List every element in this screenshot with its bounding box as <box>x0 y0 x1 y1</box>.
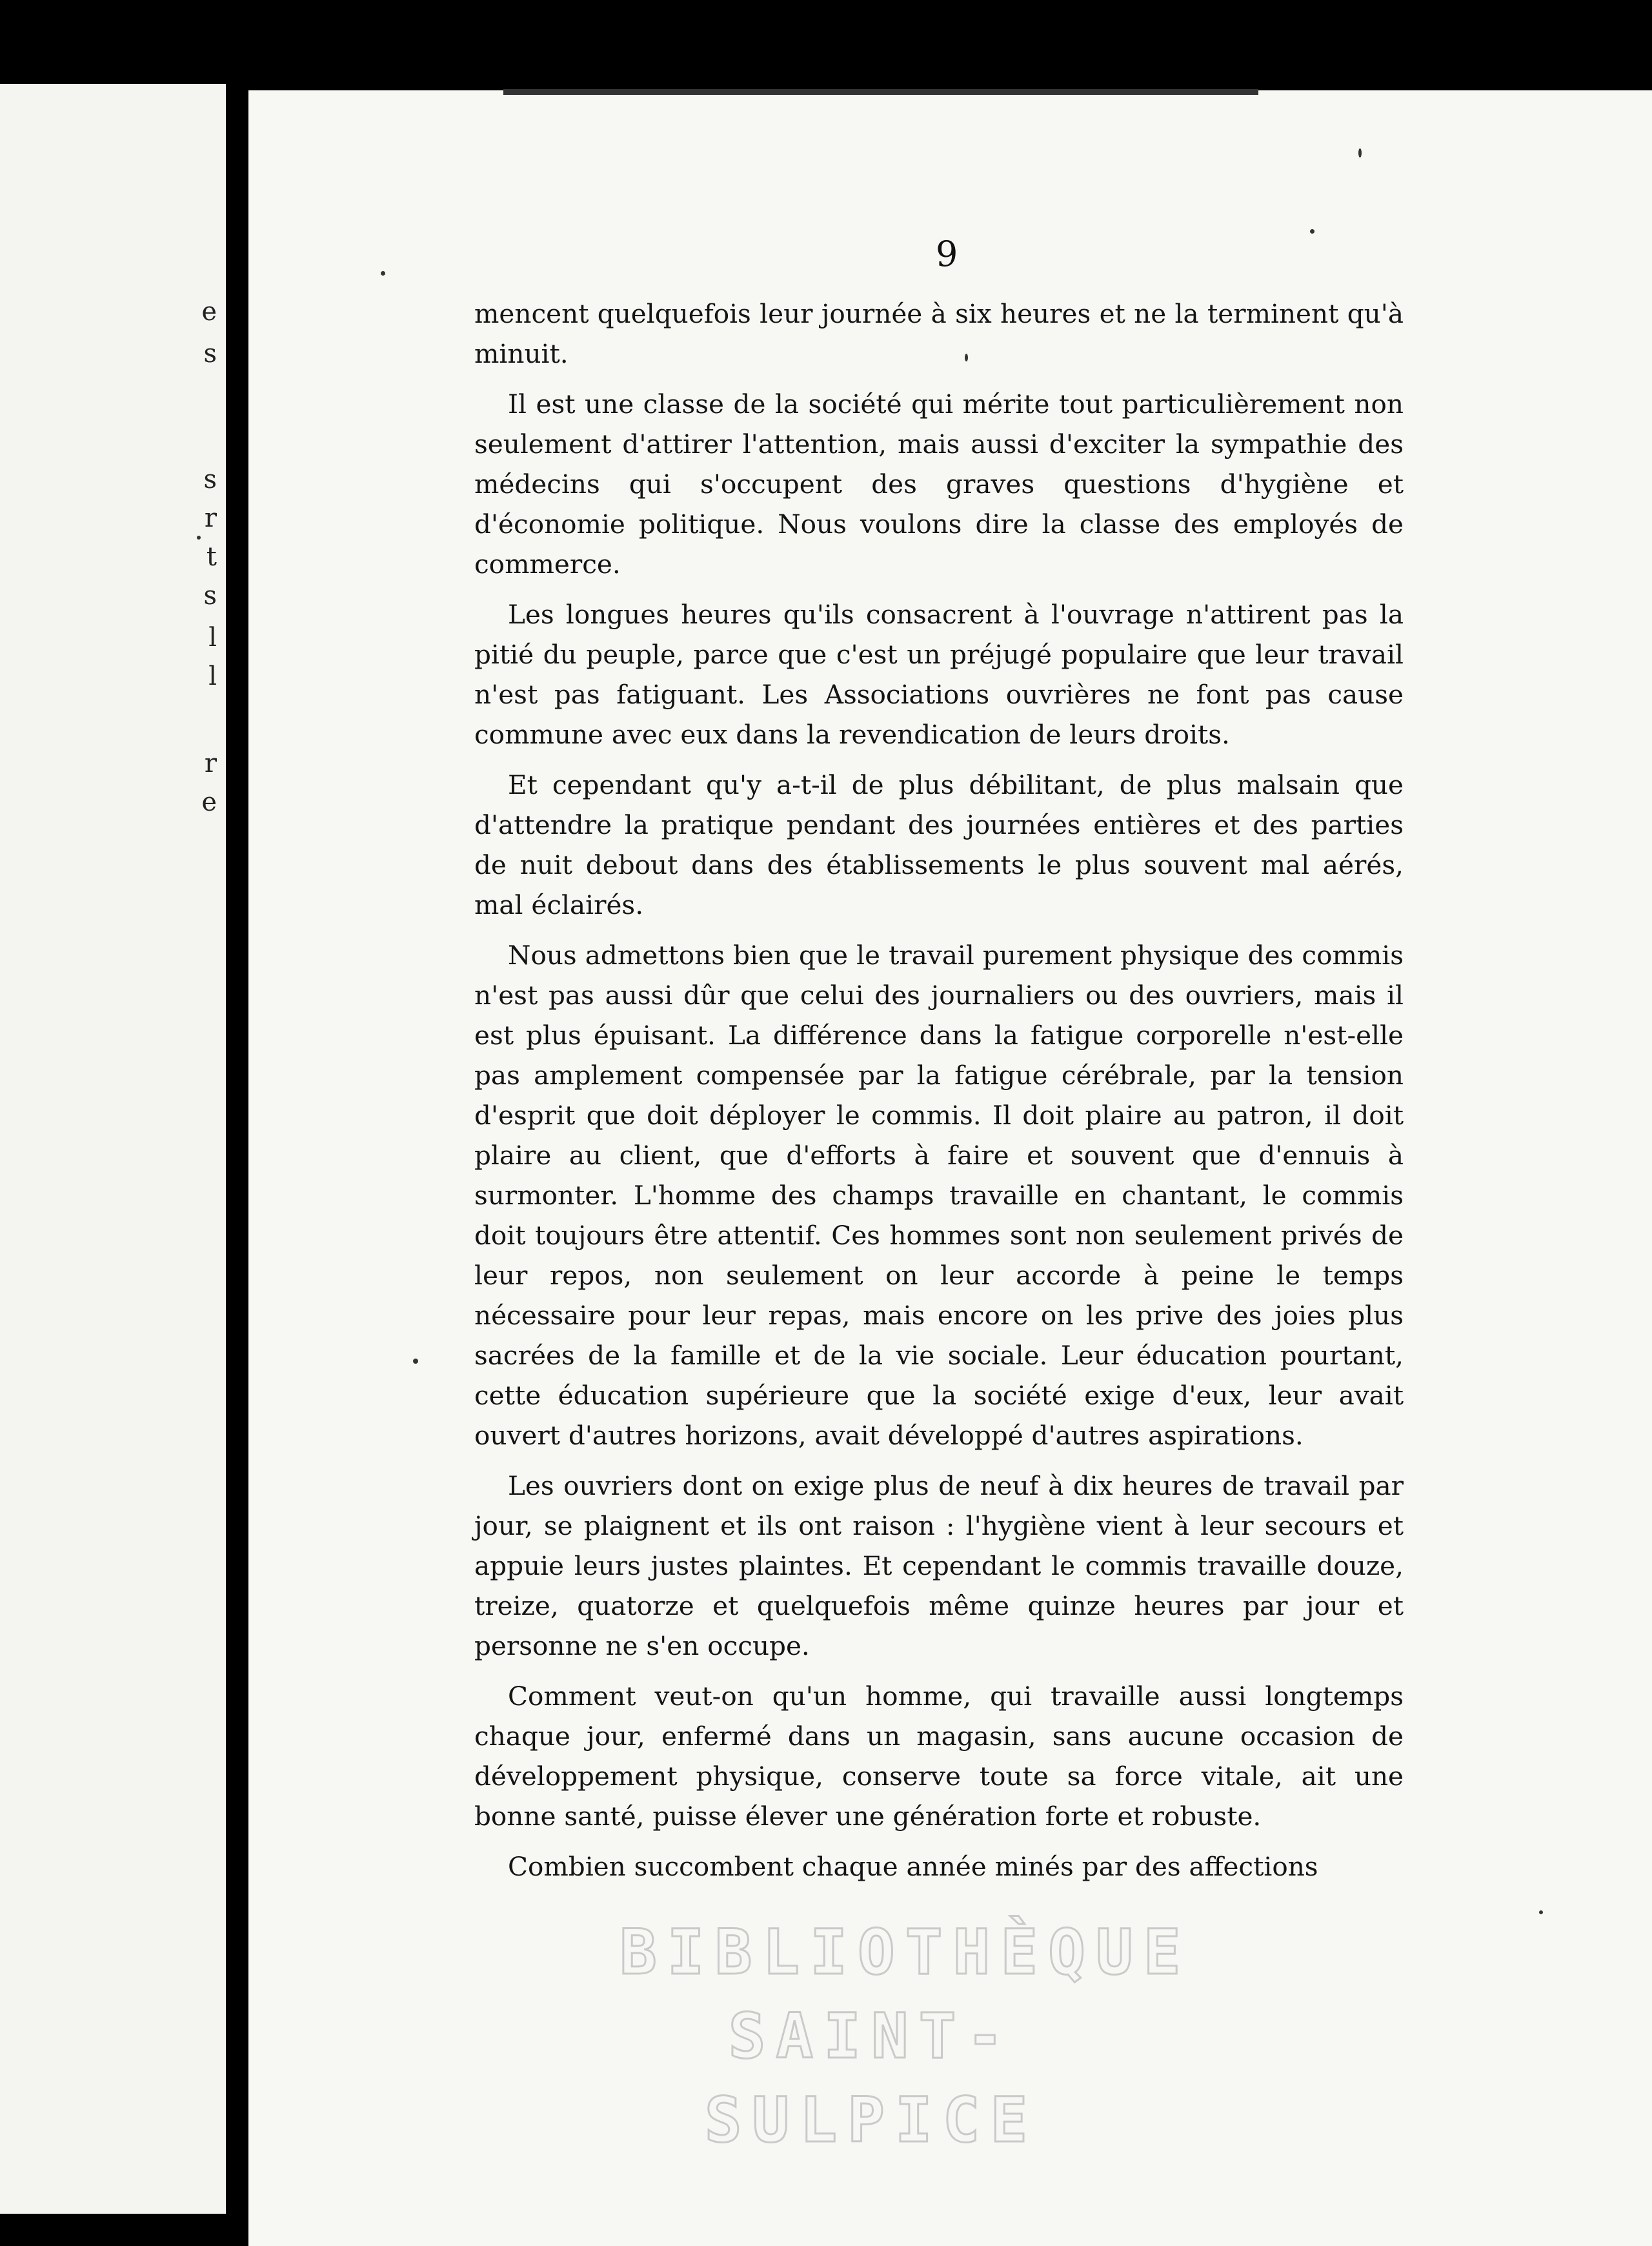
left-edge-char: s <box>203 581 217 611</box>
body-text <box>474 294 1404 1897</box>
left-edge-char: r <box>204 749 217 778</box>
page-number: 9 <box>936 234 958 274</box>
scan-speck <box>413 1359 418 1364</box>
left-edge-char: r <box>204 503 217 533</box>
paragraph: Comment veut-on qu'un homme, qui travaille aussi longtemps chaque jour, enfermé dans un magasin, sans aucune occasion de développement physique, conserve toute sa force vitale, ait une bonne santé, puisse élever une génération forte et robuste. <box>474 1681 1404 1832</box>
stamp-line: BIBLIOTHÈQUE <box>620 1916 1191 1988</box>
stamp-line: SAINT-SULPICE <box>704 2000 1038 2156</box>
paragraph: Les longues heures qu'ils consacrent à l'ouvrage n'attirent pas la pitié du peuple, parce que c'est un préjugé populaire que leur travail n'est pas fatiguant. Les Associations ouvrières ne font pas cause commune avec eux dans la revendication de leurs droits. <box>474 599 1404 750</box>
paragraph: Les ouvriers dont on exige plus de neuf à dix heures de travail par jour, se plaignent et ils ont raison : l'hygiène vient à leur secours et appuie leurs justes plaintes. Et cependant le commis travaille douze, treize, quatorze et quelquefois même quinze heures par jour et personne ne s'en occupe. <box>474 1470 1404 1661</box>
paragraph: mencent quelquefois leur journée à six heures et ne la terminent qu'à minuit. <box>474 298 1404 369</box>
paragraph: Il est une classe de la société qui mérite tout particulièrement non seulement d'attirer l'attention, mais aussi d'exciter la sympathie des médecins qui s'occupent des graves questions d'hygiène et d'économie politique. Nous voulons dire la classe des employés de commerce. <box>474 389 1404 580</box>
scan-speck <box>965 354 968 361</box>
left-page-fragment <box>0 84 226 2214</box>
left-edge-char: l <box>208 623 217 653</box>
left-edge-char: s <box>203 465 217 494</box>
page-top-edge-shadow <box>503 89 1258 95</box>
paragraph: Et cependant qu'y a-t-il de plus débilitant, de plus malsain que d'attendre la pratique pendant des journées entières et des parties de nuit debout dans des établissements le plus souvent mal aérés, mal éclairés. <box>474 769 1404 920</box>
scan-speck <box>1358 148 1362 157</box>
left-edge-char: e <box>201 297 217 327</box>
left-edge-char: s <box>203 339 217 369</box>
left-edge-char: e <box>201 787 217 817</box>
scan-speck <box>1310 229 1315 234</box>
scan-speck <box>197 536 201 540</box>
paragraph: Nous admettons bien que le travail purement physique des commis n'est pas aussi dûr que celui des journaliers ou des ouvriers, mais il est plus épuisant. La différence dans la fatigue corporelle n'est-elle pas amplement compensée par la fatigue cérébrale, par la tension d'esprit que doit déployer le commis. Il doit plaire au patron, il doit plaire au client, que d'efforts à faire et souvent que d'ennuis à surmonter. L'homme des champs travaille en chantant, le commis doit toujours être attentif. Ces hommes sont non seulement privés de leur repos, non seulement on leur accorde à peine le temps nécessaire pour leur repas, mais encore on les prive des joies plus sacrées de la famille et de la vie sociale. Leur éducation pourtant, cette éducation supérieure que la société exige d'eux, leur avait ouvert d'autres horizons, avait développé d'autres aspirations. <box>474 940 1404 1451</box>
scan-speck <box>1539 1910 1543 1914</box>
left-edge-char: l <box>208 662 217 691</box>
library-perforation-stamp <box>620 1910 1191 2162</box>
left-edge-char: t <box>206 542 217 572</box>
paragraph: Combien succombent chaque année minés par des affections <box>508 1851 1318 1882</box>
scan-speck <box>381 271 385 276</box>
